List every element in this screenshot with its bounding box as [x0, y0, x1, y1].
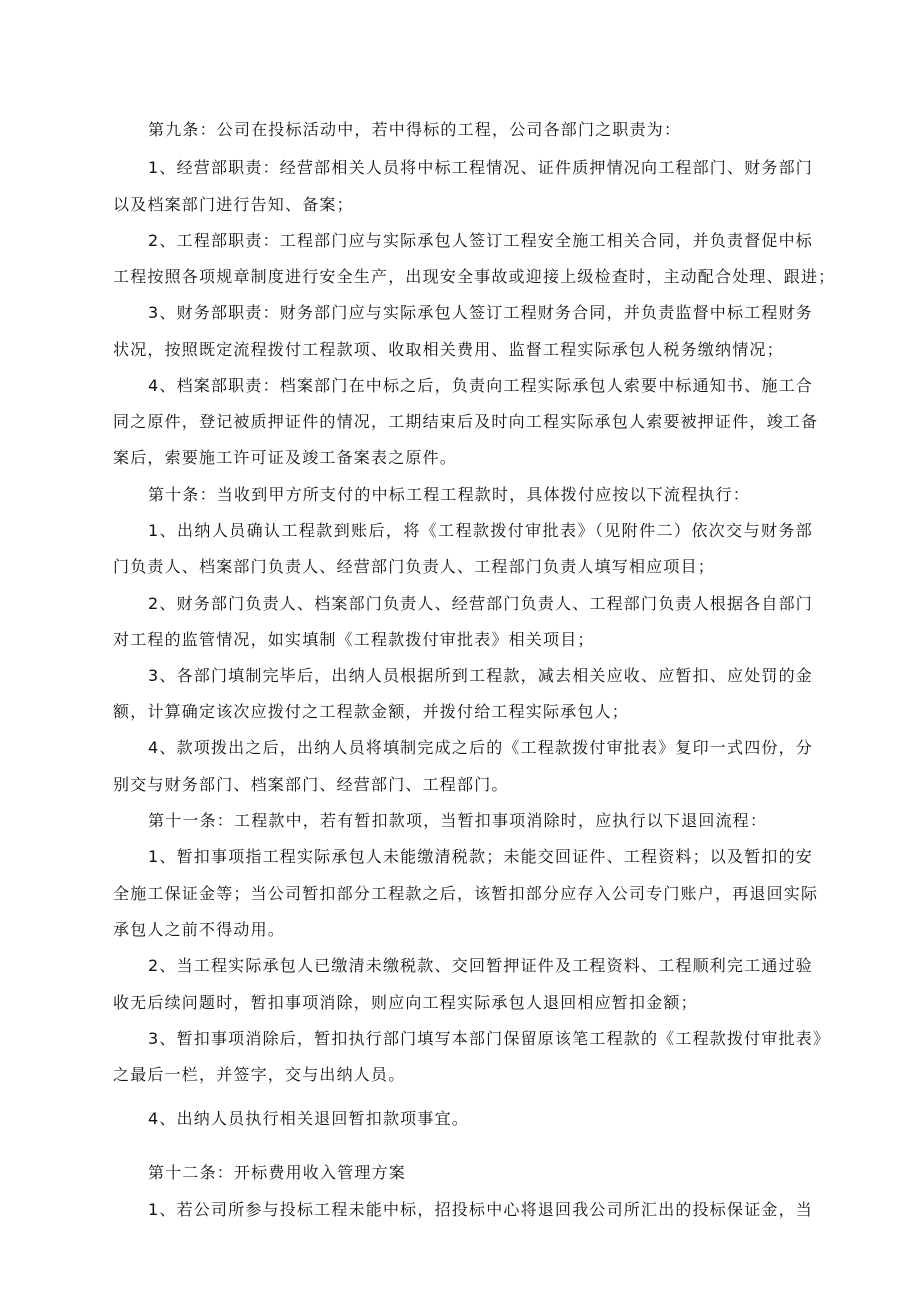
paragraph-line: 1、暂扣事项指工程实际承包人未能缴清税款；未能交回证件、工程资料；以及暂扣的安: [148, 847, 813, 866]
paragraph-line: 3、财务部职责：财务部门应与实际承包人签订工程财务合同，并负责监督中标工程财务: [148, 303, 813, 322]
paragraph-line: 1、经营部职责：经营部相关人员将中标工程情况、证件质押情况向工程部门、财务部门: [148, 158, 813, 177]
paragraph-line: 工程按照各项规章制度进行安全生产，出现安全事故或迎接上级检查时，主动配合处理、跟进；: [113, 267, 836, 286]
paragraph-line: 额，计算确定该次应拨付之工程款金额，并拨付给工程实际承包人；: [113, 702, 630, 721]
paragraph-line: 4、档案部职责：档案部门在中标之后，负责向工程实际承包人索要中标通知书、施工合: [148, 376, 813, 395]
paragraph-line: 1、出纳人员确认工程款到账后，将《工程款拨付审批表》（见附件二）依次交与财务部: [148, 521, 813, 540]
paragraph-line: 2、当工程实际承包人已缴清未缴税款、交回暂押证件及工程资料、工程顺利完工通过验: [148, 956, 813, 975]
paragraph-line: 1、若公司所参与投标工程未能中标，招投标中心将退回我公司所汇出的投标保证金，当: [148, 1200, 813, 1219]
paragraph-line: 以及档案部门进行告知、备案；: [113, 195, 354, 214]
paragraph-article-12-heading: 第十二条：开标费用收入管理方案: [148, 1163, 407, 1182]
paragraph-line: 2、工程部职责：工程部门应与实际承包人签订工程安全施工相关合同，并负责督促中标: [148, 231, 813, 250]
paragraph-line: 别交与财务部门、档案部门、经营部门、工程部门。: [113, 775, 509, 794]
paragraph-article-11-heading: 第十一条：工程款中，若有暂扣款项，当暂扣事项消除时，应执行以下退回流程：: [148, 811, 768, 830]
paragraph-line: 对工程的监管情况，如实填制《工程款拨付审批表》相关项目；: [113, 630, 595, 649]
paragraph-line: 之最后一栏，并签字，交与出纳人员。: [113, 1065, 406, 1084]
paragraph-line: 收无后续问题时，暂扣事项消除，则应向工程实际承包人退回相应暂扣金额；: [113, 993, 698, 1012]
paragraph-line: 状况，按照既定流程拨付工程款项、收取相关费用、监督工程实际承包人税务缴纳情况；: [113, 340, 784, 359]
paragraph-line: 案后，索要施工许可证及竣工备案表之原件。: [113, 448, 458, 467]
paragraph-article-9-heading: 第九条：公司在投标活动中，若中得标的工程，公司各部门之职责为：: [148, 120, 682, 139]
paragraph-line: 3、暂扣事项消除后，暂扣执行部门填写本部门保留原该笔工程款的《工程款拨付审批表》: [148, 1029, 831, 1048]
paragraph-line: 门负责人、档案部门负责人、经营部门负责人、工程部门负责人填写相应项目；: [113, 557, 716, 576]
paragraph-article-10-heading: 第十条：当收到甲方所支付的中标工程工程款时，具体拨付应按以下流程执行：: [148, 485, 751, 504]
paragraph-line: 2、财务部门负责人、档案部门负责人、经营部门负责人、工程部门负责人根据各自部门: [148, 594, 813, 613]
paragraph-line: 3、各部门填制完毕后，出纳人员根据所到工程款，减去相关应收、应暂扣、应处罚的金: [148, 666, 813, 685]
paragraph-line: 全施工保证金等；当公司暂扣部分工程款之后，该暂扣部分应存入公司专门账户，再退回实际: [113, 884, 819, 903]
paragraph-line: 同之原件，登记被质押证件的情况，工期结束后及时向工程实际承包人索要被押证件，竣工备: [113, 412, 819, 431]
paragraph-line: 4、出纳人员执行相关退回暂扣款项事宜。: [148, 1109, 469, 1128]
paragraph-line: 承包人之前不得动用。: [113, 920, 286, 939]
paragraph-line: 4、款项拨出之后，出纳人员将填制完成之后的《工程款拨付审批表》复印一式四份，分: [148, 738, 813, 757]
